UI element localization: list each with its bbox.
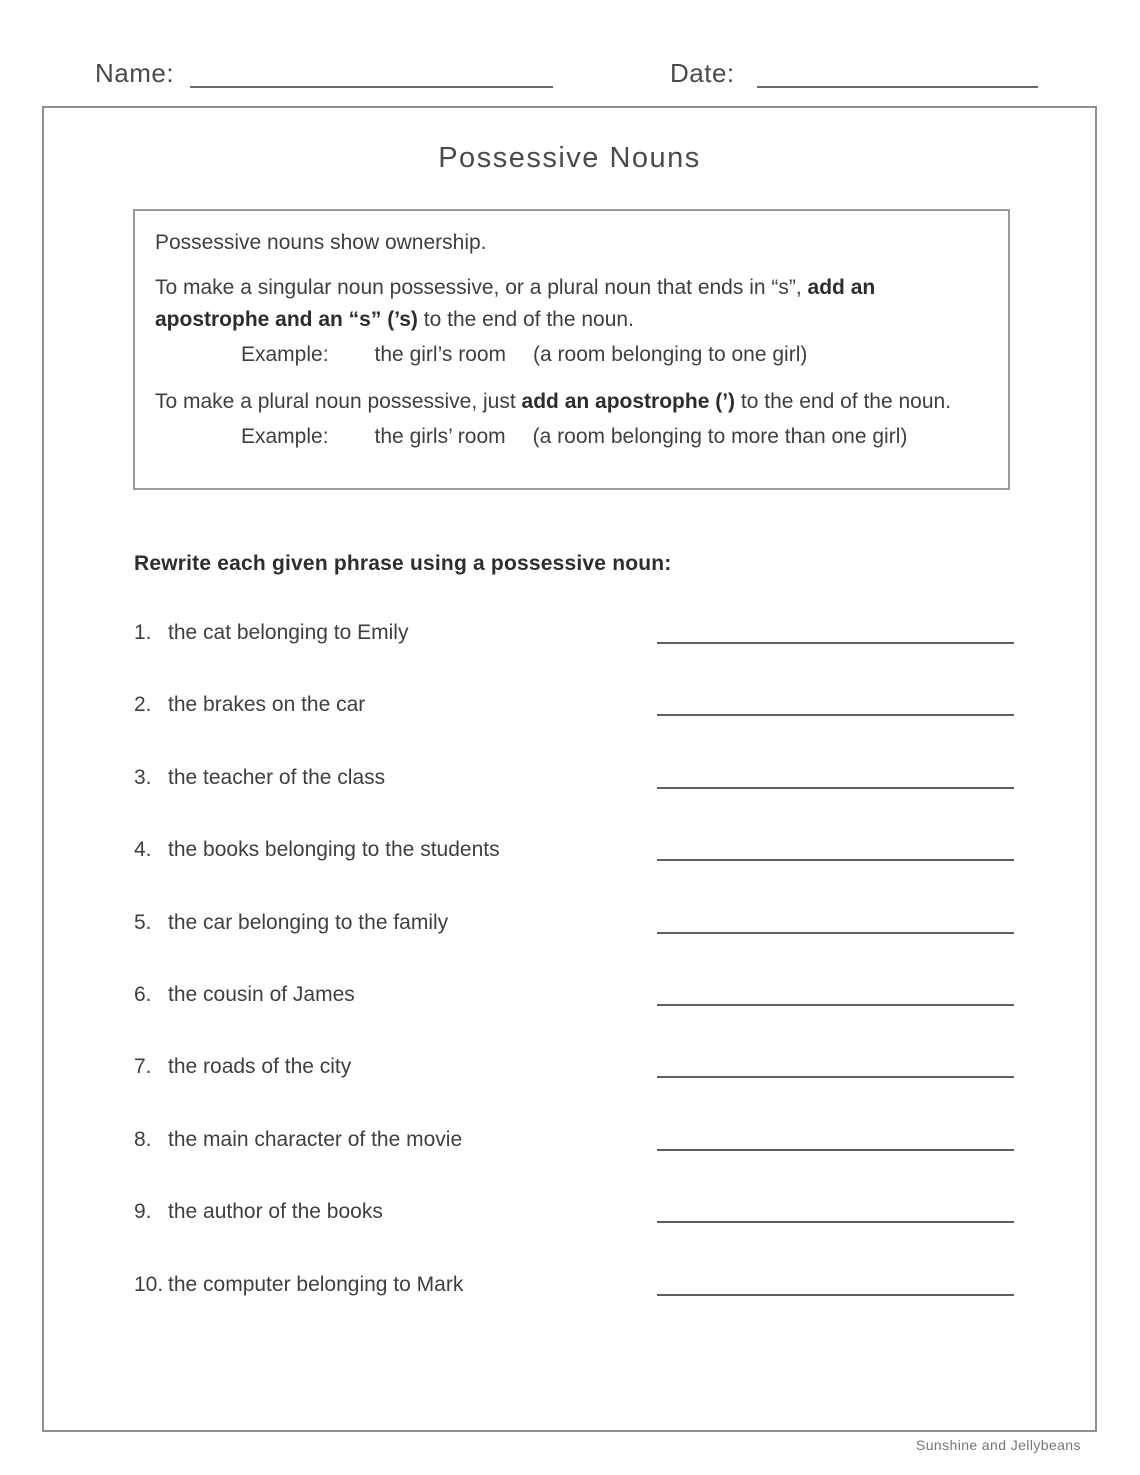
example-plural-note: (a room belonging to more than one girl) [532,425,908,448]
item-text: the cousin of James [168,982,355,1006]
answer-blank-line-6[interactable] [657,1004,1014,1006]
rule-singular-post: to the end of the noun. [417,308,634,331]
answer-blank-line-7[interactable] [657,1076,1014,1078]
item-number: 5. [134,910,152,934]
item-text: the car belonging to the family [168,910,449,934]
rule-singular [155,272,988,336]
item-number: 10. [134,1272,164,1296]
item-row-9 [134,1199,1017,1271]
answer-blank-line-8[interactable] [657,1149,1014,1151]
item-text: the books belonging to the students [168,838,500,862]
rule-singular-pre: To make a singular noun possessive, or a plural noun that ends in “s”, [155,276,808,299]
item-number: 1. [134,621,152,644]
date-label: Date: [670,58,735,88]
item-text: the main character of the movie [168,1127,463,1151]
item-row-4 [134,837,1017,909]
item-row-5 [134,910,1017,982]
example-singular [155,339,988,371]
item-phrase [134,692,365,718]
item-row-10 [134,1272,1017,1344]
worksheet-frame [42,106,1097,1432]
item-number: 8. [134,1127,152,1151]
item-text: the cat belonging to Emily [168,621,409,644]
answer-blank-line-2[interactable] [657,714,1014,716]
worksheet-title: Possessive Nouns [438,142,701,174]
rule-singular-bold: add an apostrophe and an “s” (’s) [155,276,876,331]
answer-blank-line-4[interactable] [657,859,1014,861]
rewrite-prompt: Rewrite each given phrase using a possessive noun: [134,552,672,575]
example-plural-label: Example: [241,425,329,448]
item-text: the author of the books [168,1200,383,1224]
items-list [134,620,1017,1344]
item-number: 6. [134,982,152,1006]
date-blank-line[interactable] [757,86,1038,88]
item-text: the computer belonging to Mark [168,1272,464,1296]
item-row-2 [134,692,1017,764]
rules-box [133,209,1010,490]
item-phrase [134,1199,383,1225]
rule-plural [155,386,988,418]
example-singular-phrase: the girl’s room [374,343,507,366]
item-number: 2. [134,693,152,717]
item-phrase [134,910,448,936]
rule-plural-bold: add an apostrophe (’) [521,390,736,413]
item-number: 4. [134,838,152,862]
answer-blank-line-9[interactable] [657,1221,1014,1223]
item-row-7 [134,1054,1017,1126]
item-phrase [134,1054,351,1080]
answer-blank-line-5[interactable] [657,932,1014,934]
item-phrase [134,620,408,646]
answer-blank-line-10[interactable] [657,1294,1014,1296]
item-phrase [134,837,500,863]
item-row-1 [134,620,1017,692]
rules-intro: Possessive nouns show ownership. [155,231,487,254]
rule-plural-pre: To make a plural noun possessive, just [155,390,522,413]
example-plural [155,421,988,453]
item-number: 9. [134,1200,152,1224]
example-plural-phrase: the girls’ room [374,425,506,448]
item-text: the roads of the city [168,1055,352,1079]
rule-plural-post: to the end of the noun. [735,390,952,413]
item-phrase [134,1272,463,1298]
item-text: the teacher of the class [168,765,386,789]
item-row-8 [134,1127,1017,1199]
name-blank-line[interactable] [190,86,553,88]
name-label: Name: [95,58,175,88]
item-row-6 [134,982,1017,1054]
item-row-3 [134,765,1017,837]
item-phrase [134,765,385,791]
example-singular-label: Example: [241,343,329,366]
item-text: the brakes on the car [168,693,366,717]
item-number: 7. [134,1055,152,1079]
answer-blank-line-3[interactable] [657,787,1014,789]
answer-blank-line-1[interactable] [657,642,1014,644]
item-number: 3. [134,765,152,789]
footer-credit: Sunshine and Jellybeans [916,1437,1081,1453]
example-singular-note: (a room belonging to one girl) [533,343,808,366]
item-phrase [134,982,355,1008]
item-phrase [134,1127,462,1153]
